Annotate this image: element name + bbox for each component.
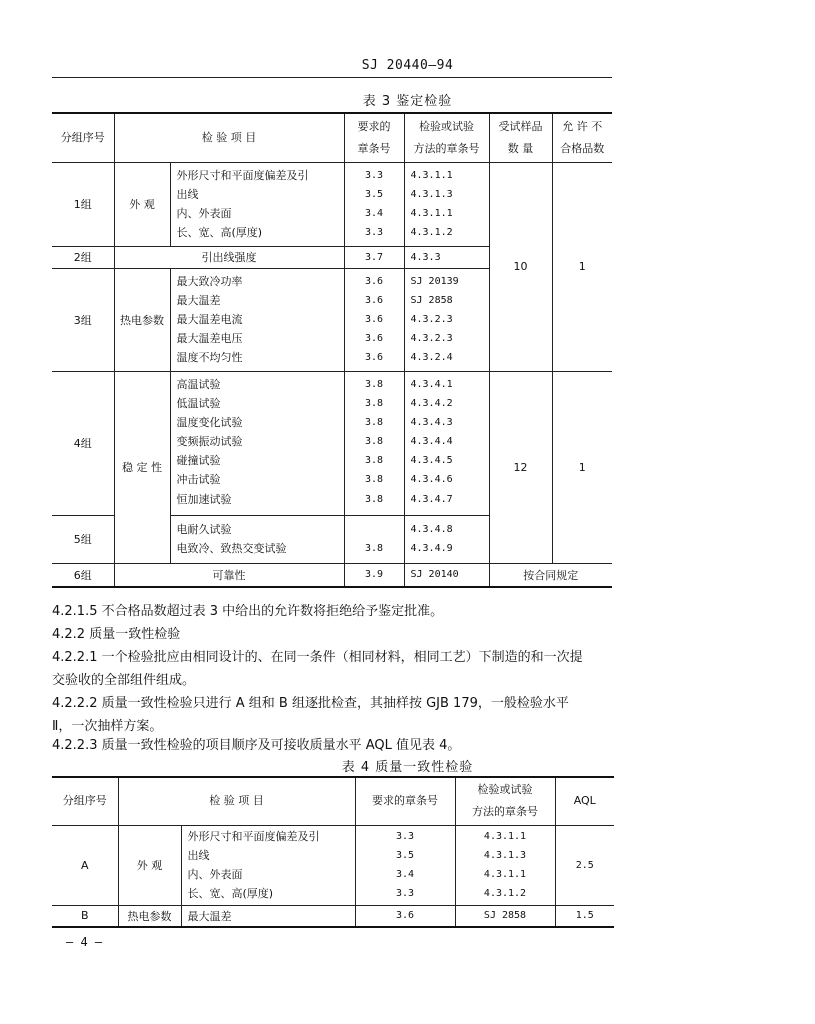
group-6-item: 可靠性 (114, 563, 344, 587)
group-2-method: 4.3.3 (404, 246, 489, 268)
header-method-clause: 检验或试验 方法的章条号 (404, 113, 489, 162)
group-5-method: 4.3.4.8 4.3.4.9 (404, 515, 489, 563)
header-allowed-defects: 允 许 不 合格品数 (552, 113, 612, 162)
group-3-method: SJ 20139 SJ 2858 4.3.2.3 4.3.2.3 4.3.2.4 (404, 268, 489, 371)
clause-4-2-2-3: 4.2.2.3 质量一致性检验的项目顺序及可接收质量水平 AQL 值见表 4。 (52, 738, 461, 753)
group-a-aql: 2.5 (555, 825, 614, 905)
group-2-label: 2组 (52, 246, 114, 268)
table4-row-group-a (52, 825, 614, 905)
table3-caption: 表 3 鉴定检验 (362, 94, 453, 109)
group-5-items: 电耐久试验 电致冷、致热交变试验 (170, 515, 344, 563)
group-b-method: SJ 2858 (455, 905, 555, 927)
group-a-items: 外形尺寸和平面度偏差及引 出线 内、外表面 长、宽、高(厚度) (181, 825, 355, 905)
header-group-no: 分组序号 (52, 113, 114, 162)
group-4-method: 4.3.4.1 4.3.4.2 4.3.4.3 4.3.4.4 4.3.4.5 4.3.4.6 4.3.4.7 (404, 371, 489, 515)
group-a-method: 4.3.1.1 4.3.1.3 4.3.1.1 4.3.1.2 (455, 825, 555, 905)
sample-size-groups-1-3: 10 (489, 162, 552, 371)
table4-quality-conformance (52, 776, 614, 928)
allowed-defects-groups-1-3: 1 (552, 162, 612, 371)
header-group-no: 分组序号 (52, 777, 118, 825)
header-requirement-clause: 要求的章条号 (355, 777, 455, 825)
group-b-label: B (52, 905, 118, 927)
group-1-category: 外 观 (114, 162, 170, 246)
table3-row-group6 (52, 563, 612, 587)
table3-row-group1 (52, 162, 612, 246)
group-b-item: 最大温差 (181, 905, 355, 927)
table3-header-row (52, 113, 612, 162)
group-a-label: A (52, 825, 118, 905)
group-1-req: 3.3 3.5 3.4 3.3 (344, 162, 404, 246)
group-3-label: 3组 (52, 268, 114, 371)
group-4-items: 高温试验 低温试验 温度变化试验 变频振动试验 碰撞试验 冲击试验 恒加速试验 (170, 371, 344, 515)
table4-header-row (52, 777, 614, 825)
group-4-label: 4组 (52, 371, 114, 515)
sample-size-groups-4-5: 12 (489, 371, 552, 563)
group-1-method: 4.3.1.1 4.3.1.3 4.3.1.1 4.3.1.2 (404, 162, 489, 246)
header-method-clause: 检验或试验 方法的章条号 (455, 777, 555, 825)
group-6-sample-size: 按合同规定 (489, 563, 612, 587)
clause-4-2-2-2-line2: Ⅱ，一次抽样方案。 (52, 719, 163, 734)
group-1-items: 外形尺寸和平面度偏差及引 出线 内、外表面 长、宽、高(厚度) (170, 162, 344, 246)
group-b-req: 3.6 (355, 905, 455, 927)
group-1-label: 1组 (52, 162, 114, 246)
stability-category: 稳 定 性 (114, 371, 170, 563)
page-number: — 4 — (66, 935, 103, 949)
group-3-req: 3.6 3.6 3.6 3.6 3.6 (344, 268, 404, 371)
clause-4-2-2-1-line1: 4.2.2.1 一个检验批应由相同设计的、在同一条件（相同材料，相同工艺）下制造的和一次提 (52, 650, 583, 665)
header-sample-size: 受试样品 数 量 (489, 113, 552, 162)
clause-4-2-2-2-line1: 4.2.2.2 质量一致性检验只进行 A 组和 B 组逐批检查，其抽样按 GJB 179，一般检验水平 (52, 696, 569, 711)
header-aql: AQL (555, 777, 614, 825)
group-6-method: SJ 20140 (404, 563, 489, 587)
group-6-req: 3.9 (344, 563, 404, 587)
group-6-label: 6组 (52, 563, 114, 587)
header-inspection-item: 检 验 项 目 (114, 113, 344, 162)
clause-4-2-1-5: 4.2.1.5 不合格品数超过表 3 中给出的允许数将拒绝给予鉴定批准。 (52, 604, 444, 619)
table4-caption: 表 4 质量一致性检验 (341, 760, 474, 775)
table3-row-group4 (52, 371, 612, 515)
group-b-category: 热电参数 (118, 905, 181, 927)
clause-4-2-2-1-line2: 交验收的全部组件组成。 (52, 673, 196, 688)
group-a-req: 3.3 3.5 3.4 3.3 (355, 825, 455, 905)
group-a-category: 外 观 (118, 825, 181, 905)
document-number-header: SJ 20440—94 (361, 58, 454, 73)
group-5-label: 5组 (52, 515, 114, 563)
group-2-req: 3.7 (344, 246, 404, 268)
group-2-item: 引出线强度 (114, 246, 344, 268)
header-requirement-clause: 要求的 章条号 (344, 113, 404, 162)
header-rule (52, 77, 612, 78)
group-3-category: 热电参数 (114, 268, 170, 371)
header-inspection-item: 检 验 项 目 (118, 777, 355, 825)
group-4-req: 3.8 3.8 3.8 3.8 3.8 3.8 3.8 (344, 371, 404, 515)
group-5-req: 3.8 (344, 515, 404, 563)
clause-4-2-2-heading: 4.2.2 质量一致性检验 (52, 627, 181, 642)
table4-row-group-b (52, 905, 614, 927)
group-3-items: 最大致冷功率 最大温差 最大温差电流 最大温差电压 温度不均匀性 (170, 268, 344, 371)
allowed-defects-groups-4-5: 1 (552, 371, 612, 563)
table3-qualification-inspection (52, 112, 612, 588)
group-b-aql: 1.5 (555, 905, 614, 927)
